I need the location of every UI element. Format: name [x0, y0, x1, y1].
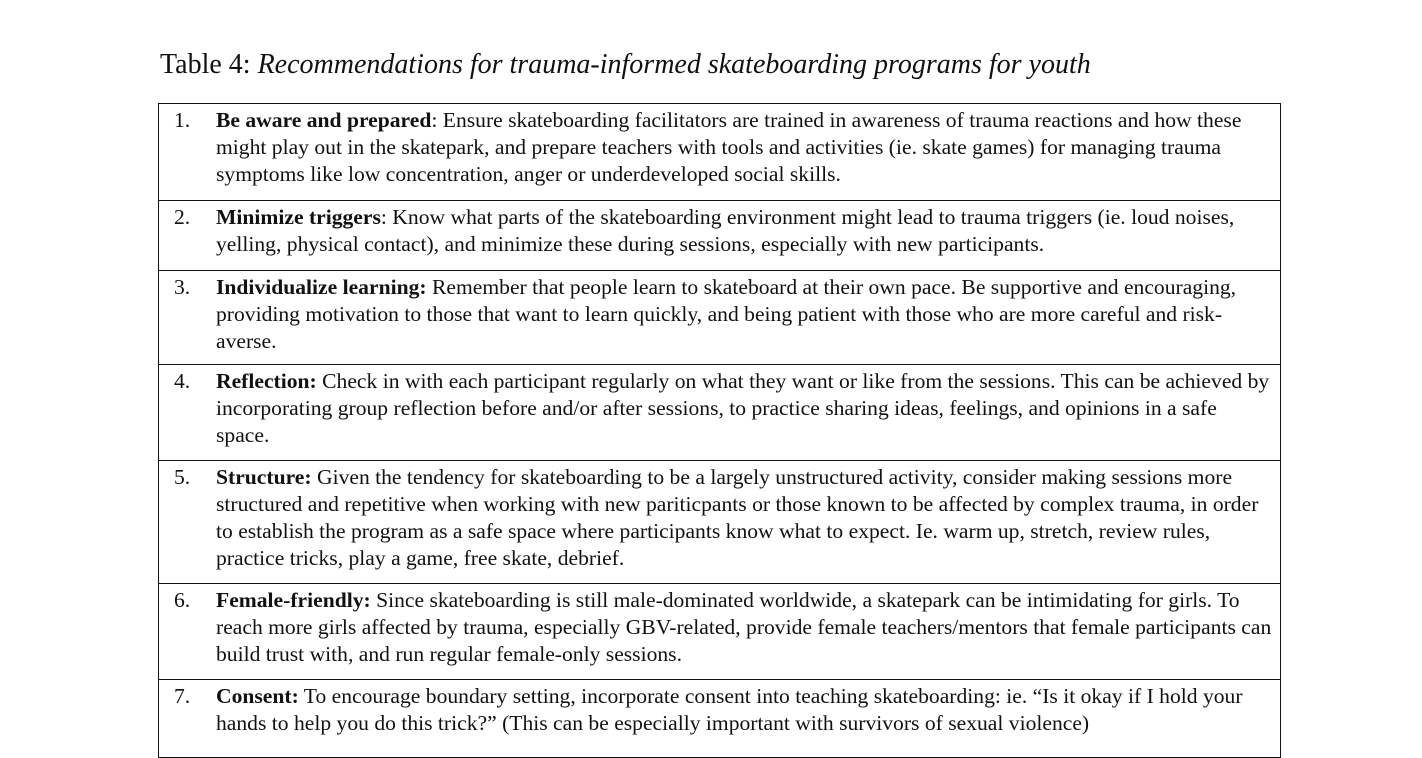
row-separator: :: [431, 108, 443, 132]
row-number: 4.: [174, 369, 191, 393]
row-number: 2.: [174, 205, 191, 229]
row-heading: Individualize learning:: [216, 275, 427, 299]
row-number: 3.: [174, 275, 191, 299]
row-text: Since skateboarding is still male-dominated worldwide, a skatepark can be intimidating for girls. To reach more girls affected by trauma, especially GBV-related, provide female teachers/mentors that female participants can build trust with, and run regular female-only sessions.: [216, 588, 1272, 666]
table-row: [159, 104, 1280, 201]
table-caption-title: Recommendations for trauma-informed skateboarding programs for youth: [257, 49, 1091, 80]
table-row: [159, 365, 1280, 461]
row-text: Check in with each participant regularly on what they want or like from the sessions. This can be achieved by incorporating group reflection before and/or after sessions, to practice sharing ideas, feelings, and opinions in a safe space.: [216, 369, 1270, 447]
row-number: 1.: [174, 108, 191, 132]
row-heading: Consent:: [216, 684, 299, 708]
row-text: To encourage boundary setting, incorporate consent into teaching skateboarding: ie. “Is it okay if I hold your hands to help you do this trick?” (This can be especially important with survivors of sexual violence): [216, 684, 1243, 735]
row-number: 7.: [174, 684, 191, 708]
row-text: Know what parts of the skateboarding environment might lead to trauma triggers (ie. loud noises, yelling, physical contact), and minimize these during sessions, especially with new participants.: [216, 205, 1235, 256]
row-heading: Reflection:: [216, 369, 317, 393]
table-caption: [160, 46, 1091, 84]
row-number: 6.: [174, 588, 191, 612]
table-caption-label: Table 4:: [160, 49, 258, 80]
row-heading: Be aware and prepared: [216, 108, 432, 132]
row-heading: Female-friendly:: [216, 588, 371, 612]
table-row: [159, 201, 1280, 271]
row-heading: Structure:: [216, 465, 312, 489]
table-row: [159, 680, 1280, 758]
table-row: [159, 271, 1280, 365]
row-number: 5.: [174, 465, 191, 489]
row-text: Remember that people learn to skateboard at their own pace. Be supportive and encouraging, providing motivation to those that want to learn quickly, and being patient with those who are more careful and risk-averse.: [216, 275, 1237, 353]
row-separator: :: [380, 205, 393, 229]
table-row: [159, 584, 1280, 680]
row-heading: Minimize triggers: [216, 205, 381, 229]
recommendations-table: [158, 103, 1281, 758]
table-row: [159, 461, 1280, 584]
row-text: Given the tendency for skateboarding to be a largely unstructured activity, consider making sessions more structured and repetitive when working with new pariticpants or those known to be affected by complex trauma, in order to establish the program as a safe space where participants know what to expect. Ie. warm up, stretch, review rules, practice tricks, play a game, free skate, debrief.: [216, 465, 1259, 570]
row-text: Ensure skateboarding facilitators are trained in awareness of trauma reactions and how these might play out in the skatepark, and prepare teachers with tools and activities (ie. skate games) for managing trauma symptoms like low concentration, anger or underdeveloped social skills.: [216, 108, 1242, 186]
